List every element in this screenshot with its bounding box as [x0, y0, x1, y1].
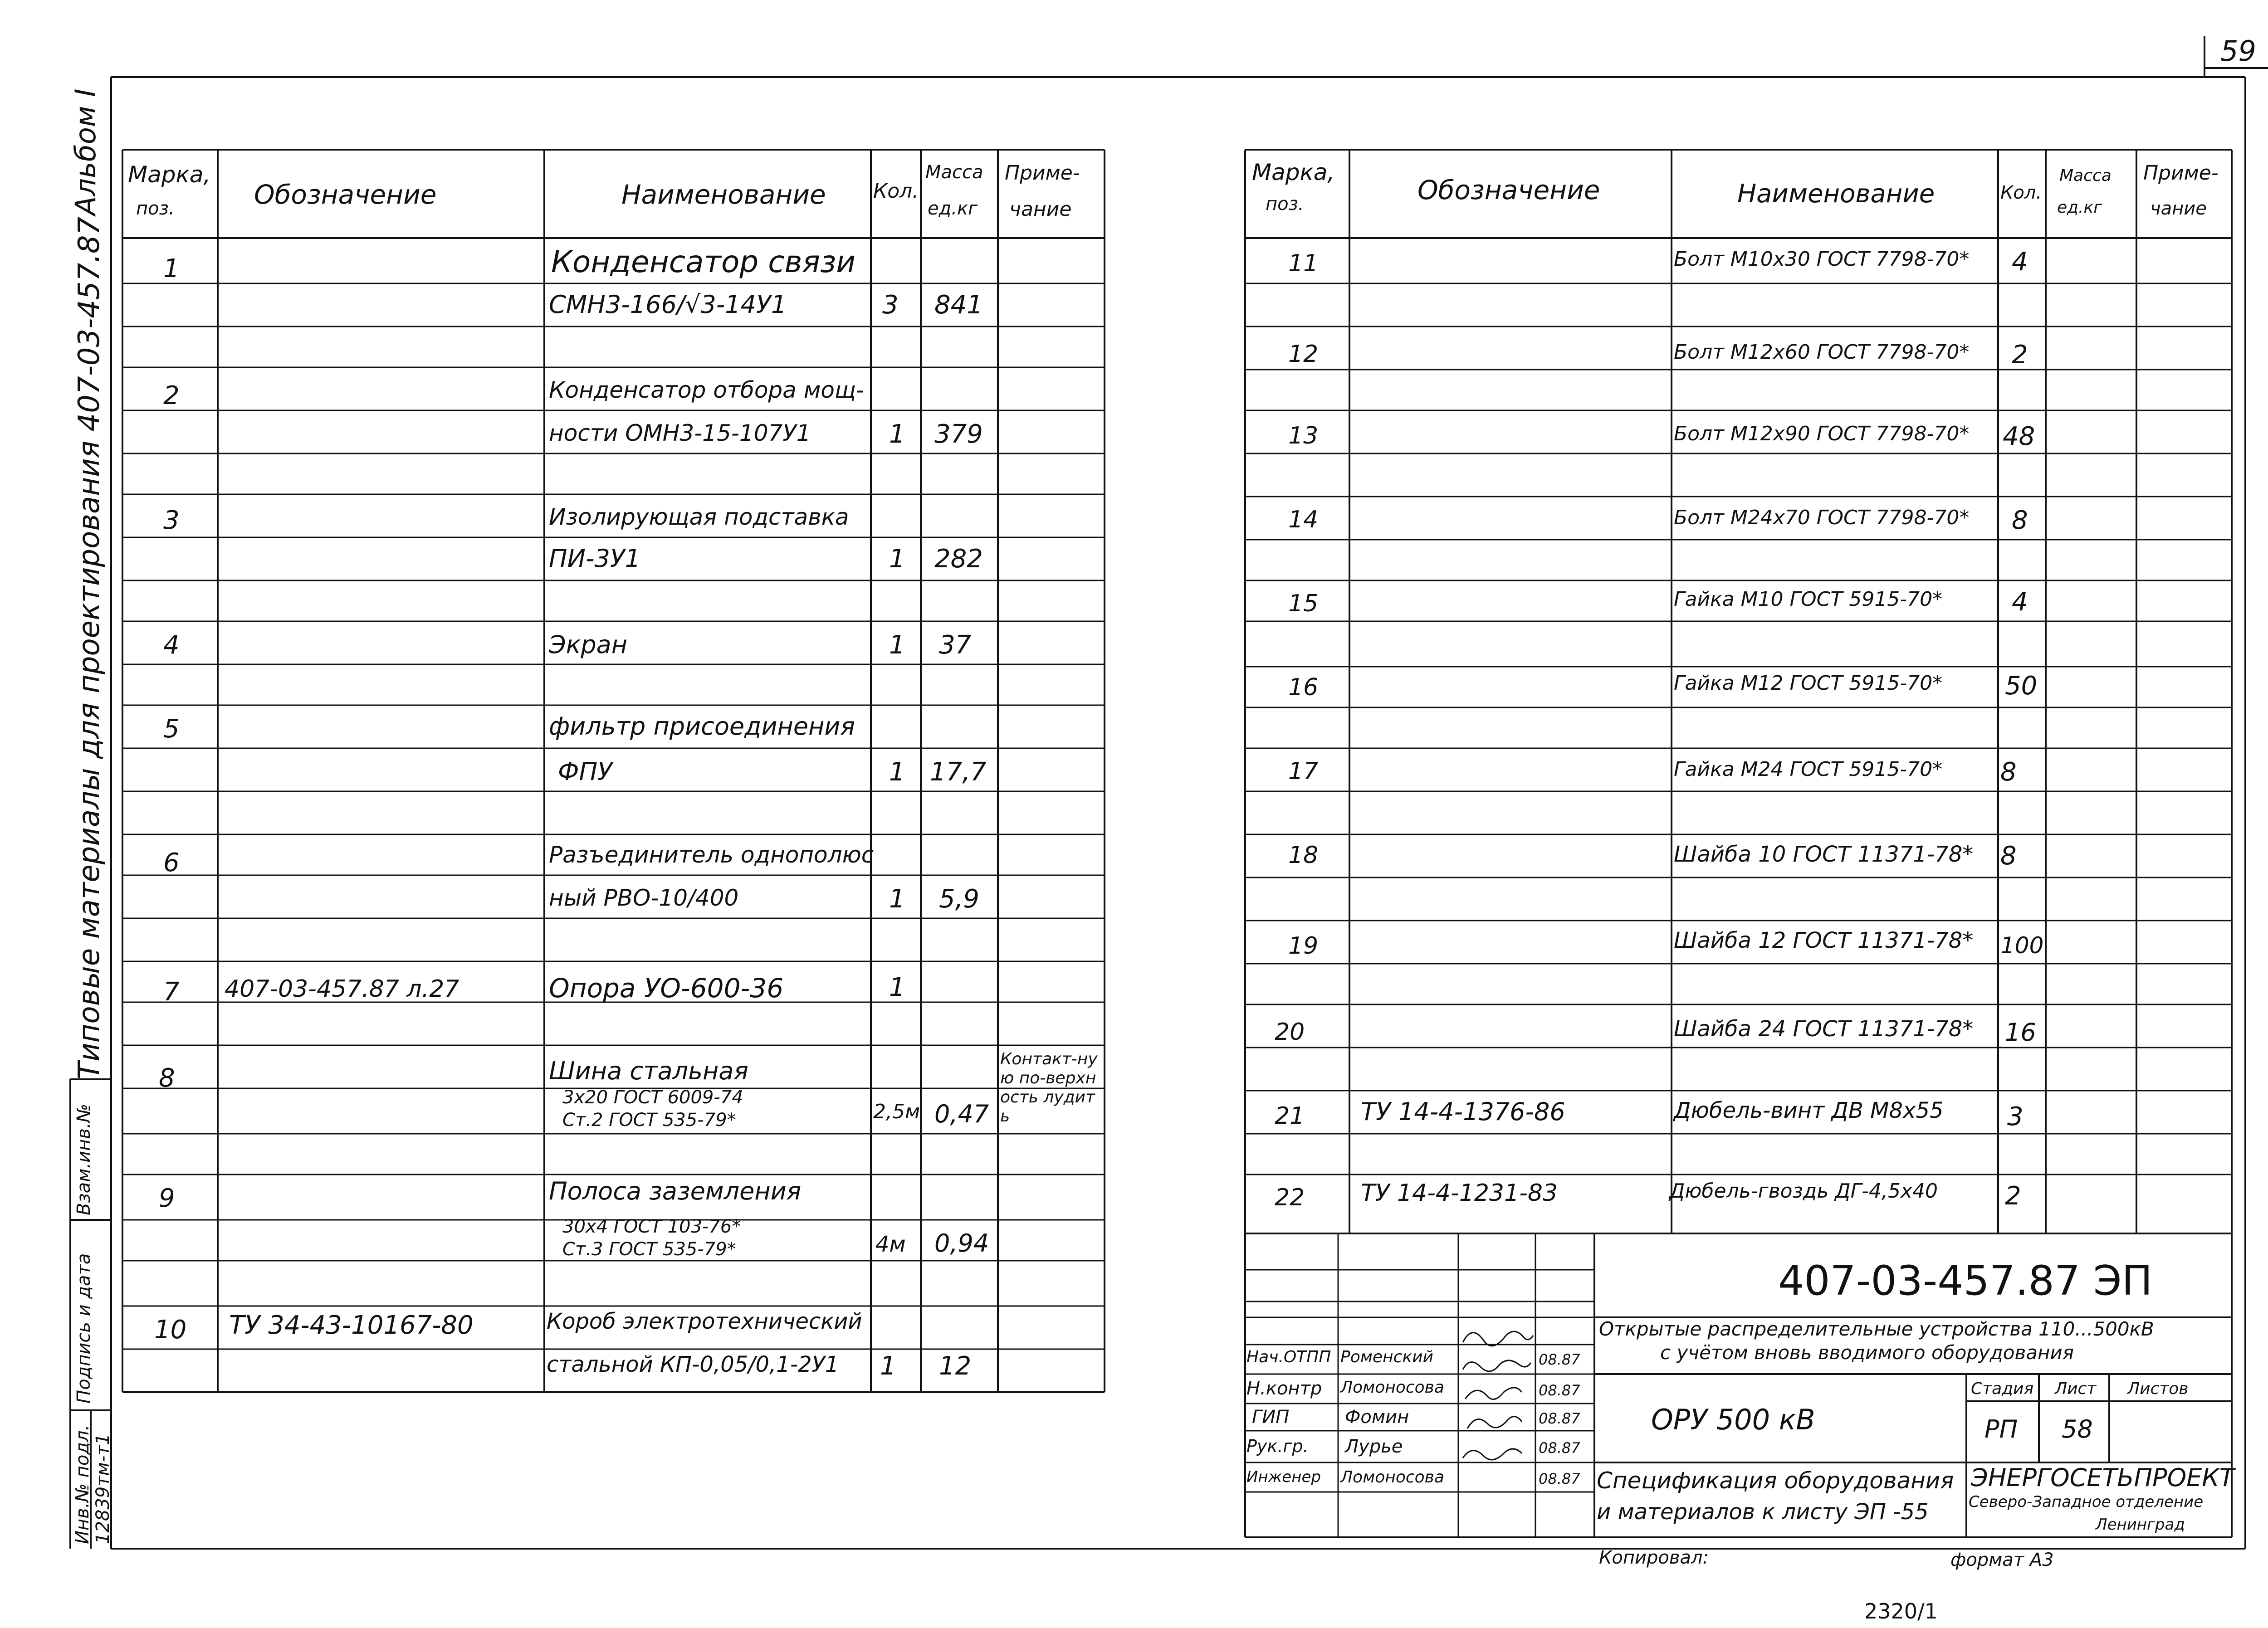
- right-row-16-qty: 50: [2005, 671, 2038, 701]
- left-header-name: Наименование: [621, 179, 826, 210]
- left-row-6-name-2: ный РВО-10/400: [549, 885, 739, 911]
- left-header-mass-l1: Масса: [925, 162, 983, 183]
- left-row-8-note: Контакт-ную по-верхность лудить: [1000, 1050, 1098, 1126]
- sheets-label: Листов: [2127, 1379, 2189, 1398]
- sign-date-3: 08.87: [1539, 1410, 1580, 1427]
- sheet-title-line-1: Спецификация оборудования: [1597, 1467, 1954, 1494]
- right-row-12-pos: 12: [1288, 341, 1319, 368]
- left-row-1-pos: 1: [163, 254, 180, 283]
- right-row-12-qty: 2: [2012, 340, 2028, 370]
- right-row-15-pos: 15: [1288, 590, 1319, 617]
- page-number: 59: [2220, 34, 2256, 68]
- right-header-mark-l1: Марка,: [1252, 159, 1335, 185]
- right-row-21-name: Дюбель-винт ДВ М8х55: [1674, 1098, 1944, 1123]
- sign-name-4: Лурье: [1345, 1436, 1403, 1457]
- right-row-20-pos: 20: [1275, 1019, 1305, 1046]
- right-row-17-name: Гайка М24 ГОСТ 5915-70*: [1674, 758, 1943, 781]
- org-line-3: Ленинград: [2096, 1516, 2185, 1534]
- left-row-3-name-1: Изолирующая подставка: [549, 504, 849, 530]
- left-row-9-mass: 0,94: [934, 1229, 989, 1258]
- right-row-16-name: Гайка М12 ГОСТ 5915-70*: [1674, 672, 1943, 695]
- left-row-1-name-1: Конденсатор связи: [551, 244, 856, 279]
- sign-role-5: Инженер: [1246, 1468, 1321, 1486]
- org-line-2: Северо-Западное отделение: [1969, 1493, 2204, 1511]
- left-row-5-name-2: ФПУ: [558, 757, 612, 786]
- left-row-10-mass: 12: [939, 1351, 972, 1381]
- project-title-line-2: с учётом вновь вводимого оборудования: [1660, 1341, 2074, 1364]
- right-row-13-name: Болт М12х90 ГОСТ 7798-70*: [1674, 422, 1970, 445]
- stage-label: Стадия: [1971, 1379, 2034, 1398]
- right-header-mass-l1: Масса: [2059, 166, 2112, 185]
- right-header-mark-l2: поз.: [1266, 194, 1304, 214]
- copied-label: Копировал:: [1599, 1547, 1709, 1568]
- left-row-1-mass: 841: [934, 290, 983, 320]
- bottom-stamp: 2320/1: [1864, 1599, 1938, 1623]
- right-row-20-qty: 16: [2005, 1018, 2036, 1047]
- right-row-12-name: Болт М12х60 ГОСТ 7798-70*: [1674, 341, 1970, 364]
- left-row-6-name-1: Разъединитель однополюс: [549, 842, 874, 868]
- right-header-designation: Обозначение: [1418, 175, 1600, 205]
- left-header-mark-l2: поз.: [136, 198, 175, 219]
- left-row-2-pos: 2: [163, 381, 180, 410]
- left-row-3-name-2: ПИ-3У1: [549, 544, 641, 573]
- left-row-3-mass: 282: [934, 544, 983, 574]
- left-row-7-pos: 7: [163, 977, 180, 1007]
- object-name: ОРУ 500 кВ: [1651, 1403, 1815, 1436]
- right-row-14-name: Болт М24х70 ГОСТ 7798-70*: [1674, 506, 1970, 529]
- left-header-note-l1: Приме-: [1005, 161, 1080, 185]
- left-row-7-designation: 407-03-457.87 л.27: [225, 975, 459, 1003]
- left-row-9-name-3: Ст.3 ГОСТ 535-79*: [562, 1239, 736, 1260]
- sign-name-5: Ломоносова: [1340, 1468, 1444, 1487]
- left-row-5-name-1: фильтр присоединения: [549, 712, 855, 741]
- left-row-2-mass: 379: [934, 419, 983, 449]
- left-row-9-pos: 9: [159, 1184, 175, 1213]
- right-row-18-pos: 18: [1288, 842, 1319, 869]
- left-row-10-designation: ТУ 34-43-10167-80: [229, 1311, 474, 1340]
- right-row-15-name: Гайка М10 ГОСТ 5915-70*: [1674, 588, 1943, 611]
- left-row-8-qty: 2,5м: [873, 1100, 920, 1123]
- side-signature-date-label: Подпись и дата: [73, 1253, 94, 1404]
- album-label: Альбом I: [69, 88, 102, 215]
- sign-date-4: 08.87: [1539, 1439, 1580, 1457]
- left-header-designation: Обозначение: [254, 179, 437, 210]
- left-row-5-pos: 5: [163, 714, 180, 744]
- right-row-19-pos: 19: [1288, 932, 1319, 960]
- signature-scribbles: [1463, 1331, 1533, 1460]
- left-row-8-mass: 0,47: [934, 1100, 989, 1128]
- left-row-7-qty: 1: [889, 973, 905, 1002]
- right-row-19-name: Шайба 12 ГОСТ 11371-78*: [1674, 928, 1974, 953]
- left-row-10-pos: 10: [154, 1315, 187, 1345]
- left-row-4-pos: 4: [163, 630, 180, 660]
- right-row-19-qty: 100: [2000, 932, 2044, 959]
- sheet-label: Лист: [2055, 1379, 2097, 1398]
- sign-date-2: 08.87: [1539, 1382, 1580, 1399]
- right-header-name: Наименование: [1737, 179, 1935, 209]
- org-line-1: ЭНЕРГОСЕТЬПРОЕКТ: [1971, 1463, 2234, 1492]
- left-row-6-qty: 1: [889, 884, 905, 914]
- sheet-value: 58: [2062, 1415, 2093, 1443]
- left-row-8-name-1: Шина стальная: [549, 1057, 748, 1085]
- left-header-note-l2: чание: [1009, 198, 1072, 221]
- right-row-11-name: Болт М10х30 ГОСТ 7798-70*: [1674, 248, 1970, 271]
- sheet-title-line-2: и материалов к листу ЭП -55: [1597, 1499, 1929, 1525]
- right-row-13-qty: 48: [2003, 422, 2035, 451]
- left-row-2-name-2: ности ОМН3-15-107У1: [549, 420, 811, 446]
- left-row-5-mass: 17,7: [930, 757, 987, 787]
- left-row-3-qty: 1: [889, 544, 905, 574]
- left-header-mark-l1: Марка,: [128, 161, 211, 188]
- sign-role-1: Нач.ОТПП: [1246, 1348, 1331, 1366]
- left-row-9-qty: 4м: [875, 1232, 906, 1257]
- right-row-21-pos: 21: [1275, 1102, 1305, 1130]
- right-row-20-name: Шайба 24 ГОСТ 11371-78*: [1674, 1016, 1974, 1042]
- stage-value: РП: [1984, 1415, 2018, 1443]
- left-row-6-pos: 6: [163, 848, 180, 877]
- right-row-21-qty: 3: [2007, 1102, 2024, 1131]
- left-row-10-name-1: Короб электротехнический: [547, 1309, 862, 1334]
- left-header-mass-l2: ед.кг: [928, 198, 978, 219]
- left-row-4-mass: 37: [939, 630, 972, 660]
- sign-role-3: ГИП: [1252, 1407, 1290, 1428]
- right-row-17-pos: 17: [1288, 758, 1319, 785]
- right-header-note-l1: Приме-: [2143, 161, 2219, 185]
- left-row-4-name-1: Экран: [549, 630, 627, 659]
- sign-name-1: Роменский: [1340, 1348, 1433, 1366]
- sign-name-3: Фомин: [1345, 1407, 1409, 1428]
- right-row-18-name: Шайба 10 ГОСТ 11371-78*: [1674, 842, 1974, 867]
- right-row-16-pos: 16: [1288, 674, 1319, 701]
- right-row-21-designation: ТУ 14-4-1376-86: [1361, 1097, 1565, 1126]
- left-row-5-qty: 1: [889, 757, 905, 787]
- right-row-13-pos: 13: [1288, 422, 1319, 449]
- left-row-1-qty: 3: [882, 290, 899, 320]
- sign-role-4: Рук.гр.: [1246, 1436, 1309, 1456]
- side-title: Типовые материалы для проектирования 407-03-457.87: [73, 216, 106, 1079]
- right-row-14-qty: 8: [2012, 506, 2028, 535]
- left-row-9-name-1: Полоса заземления: [549, 1177, 802, 1205]
- left-row-3-pos: 3: [163, 506, 180, 535]
- left-row-4-qty: 1: [889, 630, 905, 660]
- right-row-22-designation: ТУ 14-4-1231-83: [1361, 1180, 1558, 1207]
- left-row-1-name-2: СМН3-166/√3-14У1: [549, 290, 787, 319]
- left-row-2-name-1: Конденсатор отбора мощ-: [549, 377, 865, 403]
- left-row-10-qty: 1: [880, 1351, 896, 1381]
- side-vzam-label: Взам.инв.№: [73, 1103, 94, 1215]
- right-row-15-qty: 4: [2012, 587, 2028, 617]
- left-row-10-name-2: стальной КП-0,05/0,1-2У1: [547, 1352, 839, 1377]
- right-row-17-qty: 8: [2000, 757, 2017, 787]
- left-row-8-pos: 8: [159, 1063, 175, 1093]
- left-row-6-mass: 5,9: [939, 884, 980, 914]
- right-row-22-pos: 22: [1275, 1184, 1305, 1211]
- right-header-mass-l2: ед.кг: [2057, 198, 2102, 217]
- right-row-14-pos: 14: [1288, 506, 1319, 533]
- right-row-22-qty: 2: [2005, 1181, 2021, 1211]
- left-row-7-name-1: Опора УО-600-36: [549, 973, 784, 1004]
- left-row-9-name-2: 30х4 ГОСТ 103-76*: [562, 1216, 741, 1237]
- sign-role-2: Н.контр: [1246, 1378, 1322, 1399]
- right-row-22-name: Дюбель-гвоздь ДГ-4,5х40: [1669, 1180, 1938, 1203]
- project-title-line-1: Открытые распределительные устройства 110...500кВ: [1599, 1318, 2154, 1340]
- right-row-11-pos: 11: [1288, 250, 1319, 277]
- sign-date-1: 08.87: [1539, 1351, 1580, 1368]
- side-inv-number: 12839тм-т1: [93, 1433, 113, 1544]
- format-label: формат А3: [1950, 1550, 2054, 1570]
- right-header-qty: Кол.: [2000, 182, 2042, 203]
- right-row-11-qty: 4: [2012, 247, 2028, 277]
- side-inv-label: Инв.№ подл.: [72, 1424, 93, 1544]
- doc-code: 407-03-457.87 ЭП: [1778, 1257, 2153, 1305]
- left-row-8-name-2: 3х20 ГОСТ 6009-74: [562, 1087, 743, 1108]
- sign-name-2: Ломоносова: [1340, 1378, 1444, 1397]
- right-header-note-l2: чание: [2150, 198, 2207, 219]
- left-row-8-name-3: Ст.2 ГОСТ 535-79*: [562, 1110, 736, 1131]
- left-row-2-qty: 1: [889, 419, 905, 449]
- left-header-qty: Кол.: [873, 180, 919, 203]
- right-row-18-qty: 8: [2000, 841, 2017, 871]
- sign-date-5: 08.87: [1539, 1470, 1580, 1487]
